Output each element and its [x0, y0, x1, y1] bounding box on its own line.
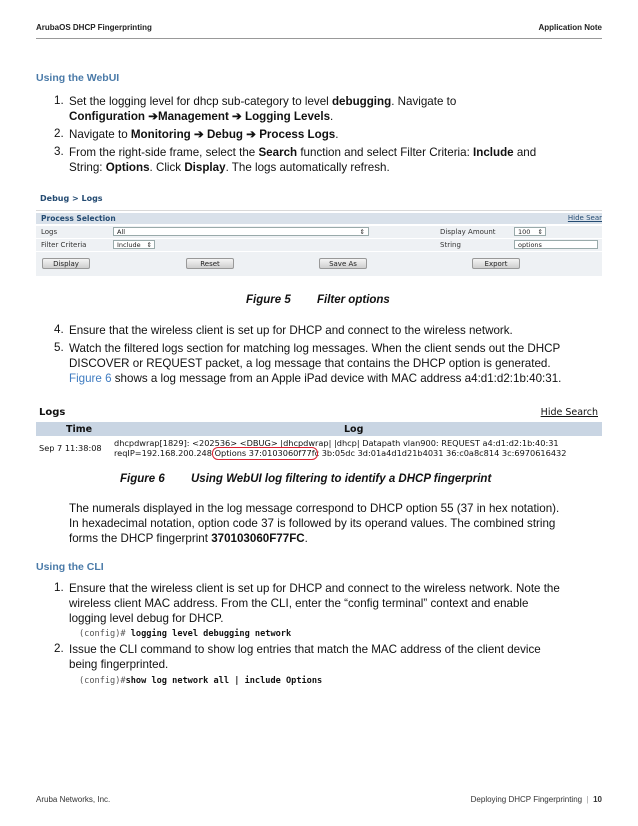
numerals-paragraph: The numerals displayed in the log message correspond to DHCP option 55 (37 in hex notation). In hexadecimal notation, option code 37 is followed by its operand values. The combined string forms the DHCP fingerprint 370103060F77FC. — [69, 502, 560, 545]
display-button[interactable]: Display — [42, 258, 90, 269]
figure-5-number: Figure 5 — [246, 294, 291, 306]
webui-step-5: Watch the filtered logs section for matching log messages. When the client sends out the DHCP DISCOVER or REQUEST packet, a log message that contains the DHCP option is generated. Figure 6 shows a log message from an Apple iPad device with MAC address a4:d1:d2:1b:40:31. — [69, 342, 562, 385]
running-header-doc-type: Application Note — [538, 23, 602, 32]
figure-6-link[interactable]: Figure 6 — [69, 372, 112, 385]
figure-6-number: Figure 6 — [120, 473, 165, 485]
webui-step-3: From the right-side frame, select the Search function and select Filter Criteria: Include and String: Options. Click Display. The logs automatically refresh. — [69, 146, 537, 174]
logs-table-header — [36, 422, 602, 436]
step-number: 2. — [54, 642, 64, 655]
cli-step-1: Ensure that the wireless client is set up for DHCP and connect to the wireless network. Note the wireless client MAC address. From the CLI, enter the “config terminal” context and enable logging level debug for DHCP. — [69, 582, 560, 625]
logs-row — [36, 226, 602, 239]
filter-row — [36, 239, 602, 252]
filter-criteria-label: Filter Criteria — [41, 241, 87, 249]
divider — [36, 210, 602, 211]
time-column-header: Time — [66, 424, 93, 435]
running-header-title: ArubaOS DHCP Fingerprinting — [36, 23, 152, 32]
highlight-circle — [212, 447, 318, 460]
logs-title: Logs — [39, 407, 66, 418]
process-selection-bar — [36, 213, 602, 224]
footer-doc: Deploying DHCP Fingerprinting | 10 — [470, 795, 602, 804]
step-number: 5. — [54, 341, 64, 354]
string-input[interactable]: options — [514, 240, 598, 249]
reset-button[interactable]: Reset — [186, 258, 234, 269]
hide-search-link[interactable]: Hide Search — [540, 407, 598, 418]
logs-screenshot — [36, 404, 602, 460]
log-line-1: dhcpdwrap[1829]: <202536> <DBUG> |dhcpdwrap| |dhcp| Datapath vlan900: REQUEST a4:d1:d2:1b:40:31 — [114, 438, 559, 448]
step-number: 1. — [54, 581, 64, 594]
process-selection-title: Process Selection — [41, 214, 116, 223]
display-amount-label: Display Amount — [440, 228, 496, 236]
logs-select[interactable]: All ⇕ — [113, 227, 369, 236]
webui-step-4: Ensure that the wireless client is set up for DHCP and connect to the wireless network. — [69, 324, 513, 337]
breadcrumb: Debug > Logs — [40, 194, 103, 203]
section-heading-cli: Using the CLI — [36, 561, 104, 573]
figure-5-caption: Filter options — [317, 294, 390, 306]
step-number: 1. — [54, 94, 64, 107]
webui-step-1: Set the logging level for dhcp sub-category to level debugging. Navigate to Configuration ➔Management ➔ Logging Levels. — [69, 95, 457, 123]
log-line-2: reqIP=192.168.200.248 Options 37:0103060f77fc 3b:05dc 3d:01a4d1d21b4031 36:c0a8c814 3c:6970616432 — [114, 448, 567, 458]
export-button[interactable]: Export — [472, 258, 520, 269]
select-arrow-icon: ⇕ — [359, 228, 365, 236]
figure-6-caption: Using WebUI log filtering to identify a DHCP fingerprint — [191, 473, 492, 485]
page-number: 10 — [593, 795, 602, 804]
filter-criteria-select[interactable]: Include ⇕ — [113, 240, 155, 249]
button-row — [36, 252, 602, 277]
log-time: Sep 7 11:38:08 — [39, 443, 102, 453]
select-arrow-icon: ⇕ — [146, 241, 152, 249]
log-column-header: Log — [344, 424, 364, 435]
footer-company: Aruba Networks, Inc. — [36, 795, 111, 804]
process-logs-screenshot — [36, 188, 602, 280]
display-amount-select[interactable]: 100 ⇕ — [514, 227, 546, 236]
webui-step-2: Navigate to Monitoring ➔ Debug ➔ Process Logs. — [69, 128, 339, 141]
step-number: 2. — [54, 127, 64, 140]
section-heading-webui: Using the WebUI — [36, 72, 120, 84]
header-rule — [36, 38, 602, 39]
logs-label: Logs — [41, 228, 58, 236]
select-arrow-icon: ⇕ — [537, 228, 543, 236]
cli-step-2: Issue the CLI command to show log entries that match the MAC address of the client device being fingerprinted. — [69, 643, 541, 671]
string-label: String — [440, 241, 461, 249]
save-as-button[interactable]: Save As — [319, 258, 367, 269]
hide-search-link[interactable]: Hide Sear — [567, 214, 602, 222]
step-number: 3. — [54, 145, 64, 158]
step-number: 4. — [54, 323, 64, 336]
cli-command-1: (config)# logging level debugging network — [79, 629, 292, 639]
cli-command-2: (config)#show log network all | include Options — [79, 676, 323, 686]
